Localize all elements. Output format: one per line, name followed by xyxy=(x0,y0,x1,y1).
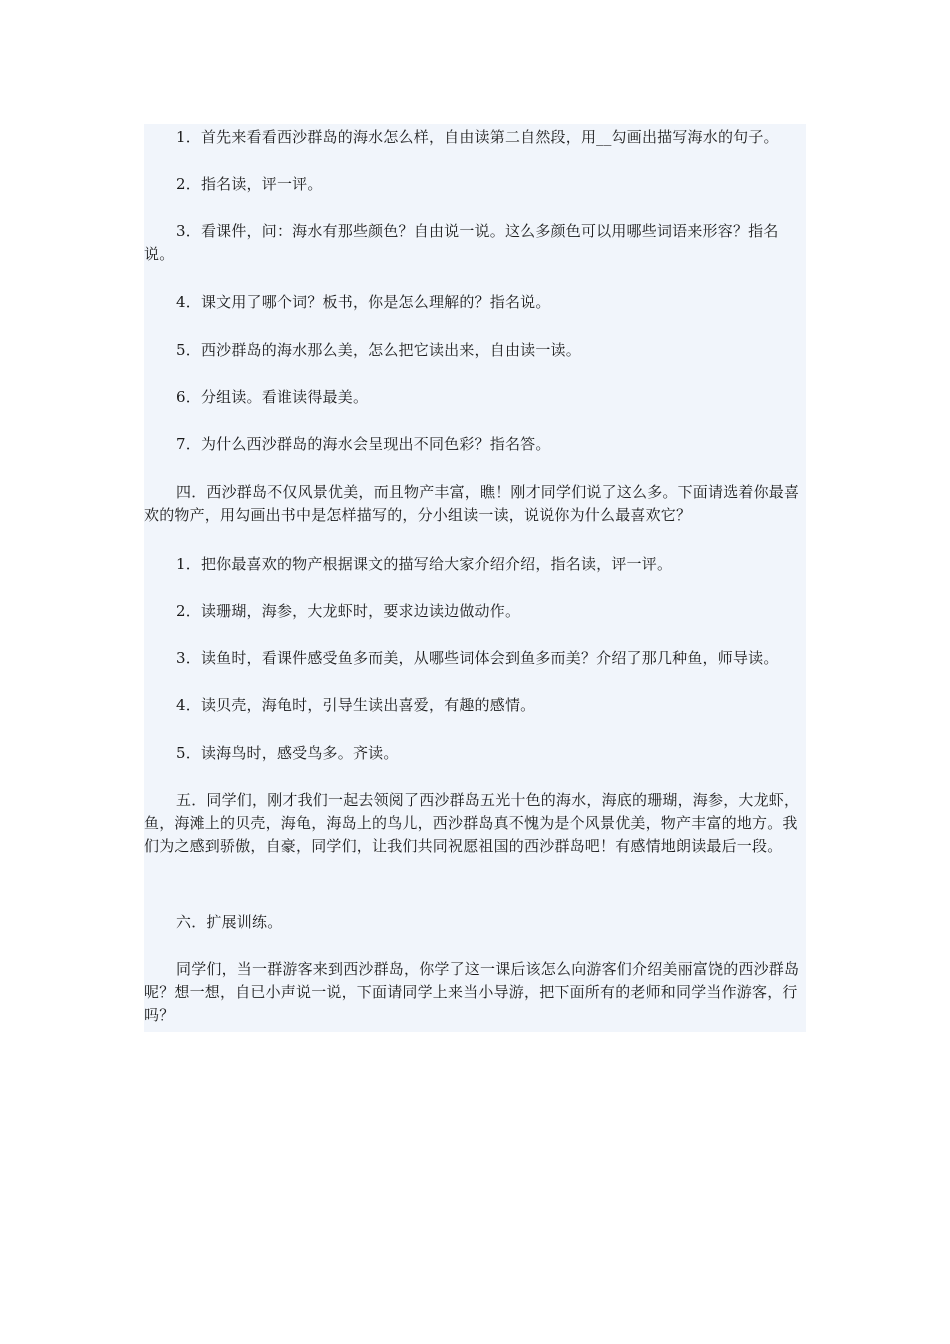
paragraph-8: 1．把你最喜欢的物产根据课文的描写给大家介绍介绍，指名读，评一评。 xyxy=(176,555,673,573)
paragraph-12: 5．读海鸟时，感受鸟多。齐读。 xyxy=(176,744,399,762)
paragraph-5: 5．西沙群岛的海水那么美，怎么把它读出来，自由读一读。 xyxy=(176,341,581,359)
section-six-heading: 六．扩展训练。 xyxy=(176,913,283,931)
paragraph-9: 2．读珊瑚，海参，大龙虾时，要求边读边做动作。 xyxy=(176,602,521,620)
section-four-intro: 四．西沙群岛不仅风景优美，而且物产丰富，瞧！刚才同学们说了这么多。下面请选着你最喜欢的物产，用勾画出书中是怎样描写的，分小组读一读，说说你为什么最喜欢它？ xyxy=(144,483,800,524)
paragraph-7: 7．为什么西沙群岛的海水会呈现出不同色彩？指名答。 xyxy=(176,435,551,453)
closing-paragraph: 同学们，当一群游客来到西沙群岛，你学了这一课后该怎么向游客们介绍美丽富饶的西沙群岛呢？想一想，自已小声说一说，下面请同学上来当小导游，把下面所有的老师和同学当作游客，行吗？ xyxy=(144,960,800,1024)
paragraph-2: 2．指名读，评一评。 xyxy=(176,175,323,193)
paragraph-6: 6．分组读。看谁读得最美。 xyxy=(176,388,369,406)
paragraph-10: 3．读鱼时，看课件感受鱼多而美，从哪些词体会到鱼多而美？介绍了那几种鱼，师导读。 xyxy=(176,649,779,667)
paragraph-4: 4．课文用了哪个词？板书，你是怎么理解的？指名说。 xyxy=(176,293,551,311)
paragraph-3: 3．看课件，问：海水有那些颜色？自由说一说。这么多颜色可以用哪些词语来形容？指名说。 xyxy=(144,222,779,263)
paragraph-11: 4．读贝壳，海龟时，引导生读出喜爱，有趣的感情。 xyxy=(176,696,536,714)
paragraph-1: 1．首先来看看西沙群岛的海水怎么样，自由读第二自然段，用__勾画出描写海水的句子。 xyxy=(176,128,779,146)
section-five-summary: 五．同学们，刚才我们一起去领阅了西沙群岛五光十色的海水，海底的珊瑚，海参，大龙虾，鱼，海滩上的贝壳，海龟，海岛上的鸟儿，西沙群岛真不愧为是个风景优美，物产丰富的地方。我们为之感到骄傲，自豪，同学们，让我们共同祝愿祖国的西沙群岛吧！有感情地朗读最后一段。 xyxy=(144,791,800,855)
